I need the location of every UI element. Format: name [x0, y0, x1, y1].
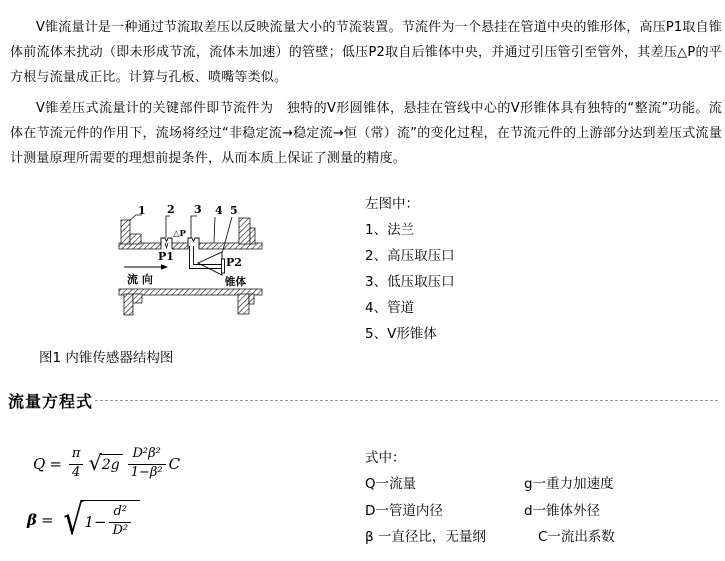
- cone-sensor-diagram: [112, 196, 268, 320]
- legend-item-flange: 1、法兰: [365, 222, 415, 238]
- f2-lhs: β: [27, 510, 37, 529]
- callout-4: 4: [215, 204, 223, 217]
- label-delta-p: △P: [173, 229, 186, 239]
- callout-2: 2: [167, 203, 175, 216]
- def-pipe-diameter: D一管道内径: [365, 502, 443, 519]
- f2-d-over-D: $\frac{\text{d²}}{\text{D²}}$: [109, 504, 131, 540]
- f1-sqrt-2g: √ 2g: [88, 453, 122, 474]
- high-pressure-tap: [161, 238, 172, 249]
- f1-beta-fraction: $\frac{\text{D²β²}}{\text{1−β²}}$: [128, 446, 166, 482]
- label-p2: P2: [226, 256, 242, 269]
- section-header: [8, 389, 718, 412]
- def-diameter-ratio: β 一直径比，无量纲: [365, 529, 486, 545]
- legend-item-low-pressure-port: 3、低压取压口: [365, 274, 455, 290]
- paragraph-intro: V锥流量计是一种通过节流取差压以反映流量大小的节流装置。节流件为一个悬挂在管道中央的锥形体，高压P1取自锥体前流体未扰动（即未形成节流，流体未加速）的管壁；低压P2取自后锥体中央，并通过引压管引至管外，其差压△P的平方根与流量成正比。计算与孔板、喷嘴等类似。: [10, 20, 722, 85]
- legend-item-high-pressure-port: 2、高压取压口: [365, 248, 455, 264]
- def-flow-rate: Q一流量: [365, 476, 417, 492]
- tube-end-cap: [222, 259, 225, 273]
- figure-legend-title: 左图中：: [365, 196, 419, 212]
- flow-equation: [33, 446, 180, 482]
- def-discharge-coefficient: C一流出系数: [538, 529, 615, 545]
- symbol-definitions: [365, 445, 615, 551]
- f2-equals: =: [40, 510, 54, 529]
- flow-arrow: [124, 264, 168, 269]
- f1-pi-over-4: $\frac{\pi}{4}$: [69, 446, 84, 482]
- f1-equals: =: [49, 454, 62, 473]
- dashed-rule: [95, 400, 718, 401]
- f2-radical: [60, 495, 141, 545]
- paragraph-principle: V锥差压式流量计的关键部件即节流件为 独特的V形圆锥体，悬挂在管线中心的V形锥体具有独特的“整流”功能。流体在节流元件的作用下，流场将经过“非稳定流→稳定流→恒（常）流”的变化过程，在节流元件的上游部分达到差压式流量计测量原理所需要的理想前提条件，从而本质上保证了测量的精度。: [10, 101, 722, 166]
- section-title: 流量方程式: [8, 392, 94, 411]
- def-cone-diameter: d一锥体外径: [524, 502, 601, 519]
- figure-caption: 图1 内锥传感器结构图: [39, 350, 174, 366]
- where-title: 式中：: [365, 450, 406, 466]
- radical-sign: √: [88, 451, 102, 476]
- f1-discharge-coefficient: C: [168, 454, 181, 473]
- v-cone-shape: [198, 252, 222, 275]
- callout-3: 3: [194, 203, 202, 216]
- label-p1: P1: [158, 250, 174, 263]
- label-flow-direction: 流 向: [127, 273, 153, 286]
- f2-prefix: 1−: [84, 512, 107, 531]
- legend-item-pipe: 4、管道: [365, 300, 415, 316]
- legend-item-v-cone: 5、V形锥体: [365, 326, 437, 342]
- f1-lhs: Q: [33, 454, 46, 473]
- def-gravity: g一重力加速度: [524, 476, 614, 492]
- label-cone-body: 锥体: [225, 276, 246, 288]
- figure-legend: [365, 191, 455, 347]
- beta-equation: [27, 495, 140, 545]
- callout-1: 1: [138, 204, 146, 217]
- radical-sign: √: [62, 495, 83, 545]
- callout-5: 5: [230, 204, 238, 217]
